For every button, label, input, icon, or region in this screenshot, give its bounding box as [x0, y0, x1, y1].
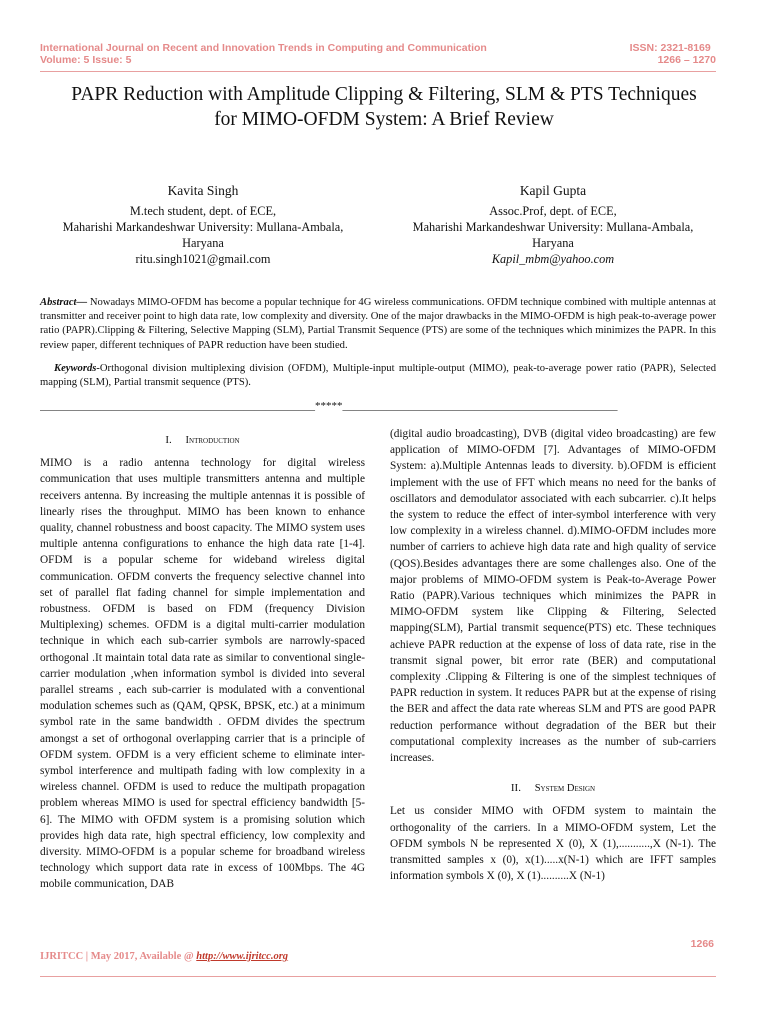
footer-link[interactable]: http://www.ijritcc.org	[196, 951, 289, 962]
system-design-paragraph: Let us consider MIMO with OFDM system to maintain the orthogonality of the carriers. In a MIMO-OFDM system, Let the OFDM symbols N be represented X (0), X (1),...........,X (N-1). The transmitted samples x (0), x(1).....x(N-1) which are IFFT samples information symbols X (0), X (1)..........X (N-1)	[390, 805, 716, 883]
section-title: System Design	[534, 783, 596, 795]
section-separator: __________________________________________________*****__________________________________________________	[40, 400, 618, 412]
author-role: Assoc.Prof, dept. of ECE,	[489, 204, 617, 218]
right-column	[390, 426, 716, 884]
journal-issn: ISSN: 2321-8169	[629, 42, 711, 54]
journal-volume: Volume: 5 Issue: 5	[40, 54, 132, 66]
page-number: 1266	[690, 938, 714, 950]
author-state: Haryana	[182, 236, 224, 250]
keywords-label: Keywords-	[54, 363, 100, 374]
author-university: Maharishi Markandeshwar University: Mullana-Ambala,	[412, 220, 694, 234]
section-number: I.	[165, 434, 172, 446]
author-email[interactable]: Kapil_mbm@yahoo.com	[491, 252, 615, 266]
section-title: Introduction	[185, 435, 240, 446]
author-email[interactable]: ritu.singh1021@gmail.com	[135, 252, 271, 266]
section-heading-introduction	[40, 432, 365, 449]
introduction-paragraph: MIMO is a radio antenna technology for digital wireless communication that uses multiple transmitters antenna and multiple receivers antenna. By increasing the multiple antennas it is possible of linearly rises the throughput. MIMO has been known to enhance quality, channel robustness and boost capacity. The MIMO system uses multiple antenna configurations to enhance the high data rate [1-4]. OFDM is a popular scheme for wideband wireless digital communication. OFDM converts the frequency selective channel into set of parallel flat fading channel for simple implementation and robustness. OFDM is based on FDM (frequency Division Multiplexing) schemes. OFDM is a digital multi-carrier modulation technique in which each sub-carrier symbols are narrowly-spaced orthogonal .It maintain total data rate as similar to conventional single-carrier modulation ,when information symbol is divided into several parallel streams , each sub-carrier is modulated with a conventional modulation schemes such as (QAM, QPSK, BPSK, etc.) at a minimum symbol rate in the same bandwidth . OFDM divides the spectrum amongst a set of orthogonal overlapping carrier that is a principle of OFDM system. OFDM is a very efficient scheme to eliminate inter-symbol interference and multipath fading with low complexity in a wireless channel. OFDM is used to reduce the multipath propagation problem whereas MIMO is used for spectral efficiency bandwidth [5-6]. The MIMO with OFDM system is a promising solution which provides high data rate, high spectral efficiency, low complexity and diversity. MIMO-OFDM is a popular scheme for broadband wireless technology which support data rate in excess of 100Mbps. The 4G mobile communication, DAB	[40, 457, 365, 891]
abstract-label: Abstract—	[40, 297, 88, 308]
author-role: M.tech student, dept. of ECE,	[129, 204, 277, 218]
left-column	[40, 430, 365, 893]
header-divider	[40, 71, 716, 72]
introduction-continued-paragraph: (digital audio broadcasting), DVB (digital video broadcasting) are few application of MIMO-OFDM [7]. Advantages of MIMO-OFDM System: a).Multiple Antennas leads to diversity. b).OFDM is efficient implement with the use of FFT which means no need for the banks of oscillators and demodulator associated with each subcarrier. c).It helps the system to reduce the effect of inter-symbol interference with very low complexity in a wireless channel. d).MIMO-OFDM includes more number of carriers to achieve high data rate and high quality of service (QOS).Besides advantages there are some challenges also. One of the major problems of MIMO-OFDM system is Peak-to-Average Power Ratio (PAPR).Various techniques which minimizes the PAPR in MIMO-OFDM system like Clipping & Filtering, Selected mapping(SLM), Partial transmit sequence(PTS) etc. These techniques achieve PAPR reduction at the expense of loss of data rate, rise in the transmit signal power, bit error rate (BER) and computational complexity .Clipping & Filtering is one of the simplest techniques of PAPR reduction in system. It reduces PAPR but at the expense of rising the BER and affect the data rate whereas SLM and PTS are good PAPR reduction performance without degradation of the BER but their computational complexity increases as the number of sub-carriers increases.	[390, 428, 716, 765]
journal-header-right	[630, 42, 716, 66]
footer	[40, 951, 288, 962]
journal-pages: 1266 – 1270	[657, 54, 716, 66]
author-block-1	[38, 183, 368, 267]
journal-header-left	[40, 42, 487, 66]
author-name: Kavita Singh	[167, 183, 239, 198]
journal-name: International Journal on Recent and Innovation Trends in Computing and Communication	[40, 42, 487, 54]
footer-text: IJRITCC | May 2017, Available @	[40, 951, 197, 962]
author-name: Kapil Gupta	[519, 183, 587, 198]
footer-divider	[40, 976, 716, 977]
paper-title-line2: for MIMO-OFDM System: A Brief Review	[214, 109, 554, 130]
keywords	[40, 362, 716, 390]
paper-title-line1: PAPR Reduction with Amplitude Clipping & Filtering, SLM & PTS Techniques	[71, 84, 697, 105]
keywords-text: Orthogonal division multiplexing division (OFDM), Multiple-input multiple-output (MIMO), peak-to-average power ratio (PAPR), Selected mapping (SLM), Partial transmit sequence (PTS).	[40, 363, 716, 389]
abstract-text: Nowadays MIMO-OFDM has become a popular technique for 4G wireless communications. OFDM technique combined with multiple antennas at transmitter and receiver point to high data rate, low complexity and diversity. One of the major drawbacks in the MIMO-OFDM is high peak-to-average power ratio (PAPR).Clipping & Filtering, Selective Mapping (SLM), Partial Transmit Sequence (PTS) are some of the techniques which minimizes the PAPR. In this review paper, different techniques of PAPR reduction have been studied.	[40, 297, 716, 351]
author-state: Haryana	[532, 236, 574, 250]
paper-title	[30, 82, 738, 132]
abstract	[40, 296, 716, 353]
section-number: II.	[510, 782, 521, 795]
author-university: Maharishi Markandeshwar University: Mullana-Ambala,	[62, 220, 344, 234]
author-block-2	[388, 183, 718, 267]
section-heading-system-design	[390, 780, 716, 797]
